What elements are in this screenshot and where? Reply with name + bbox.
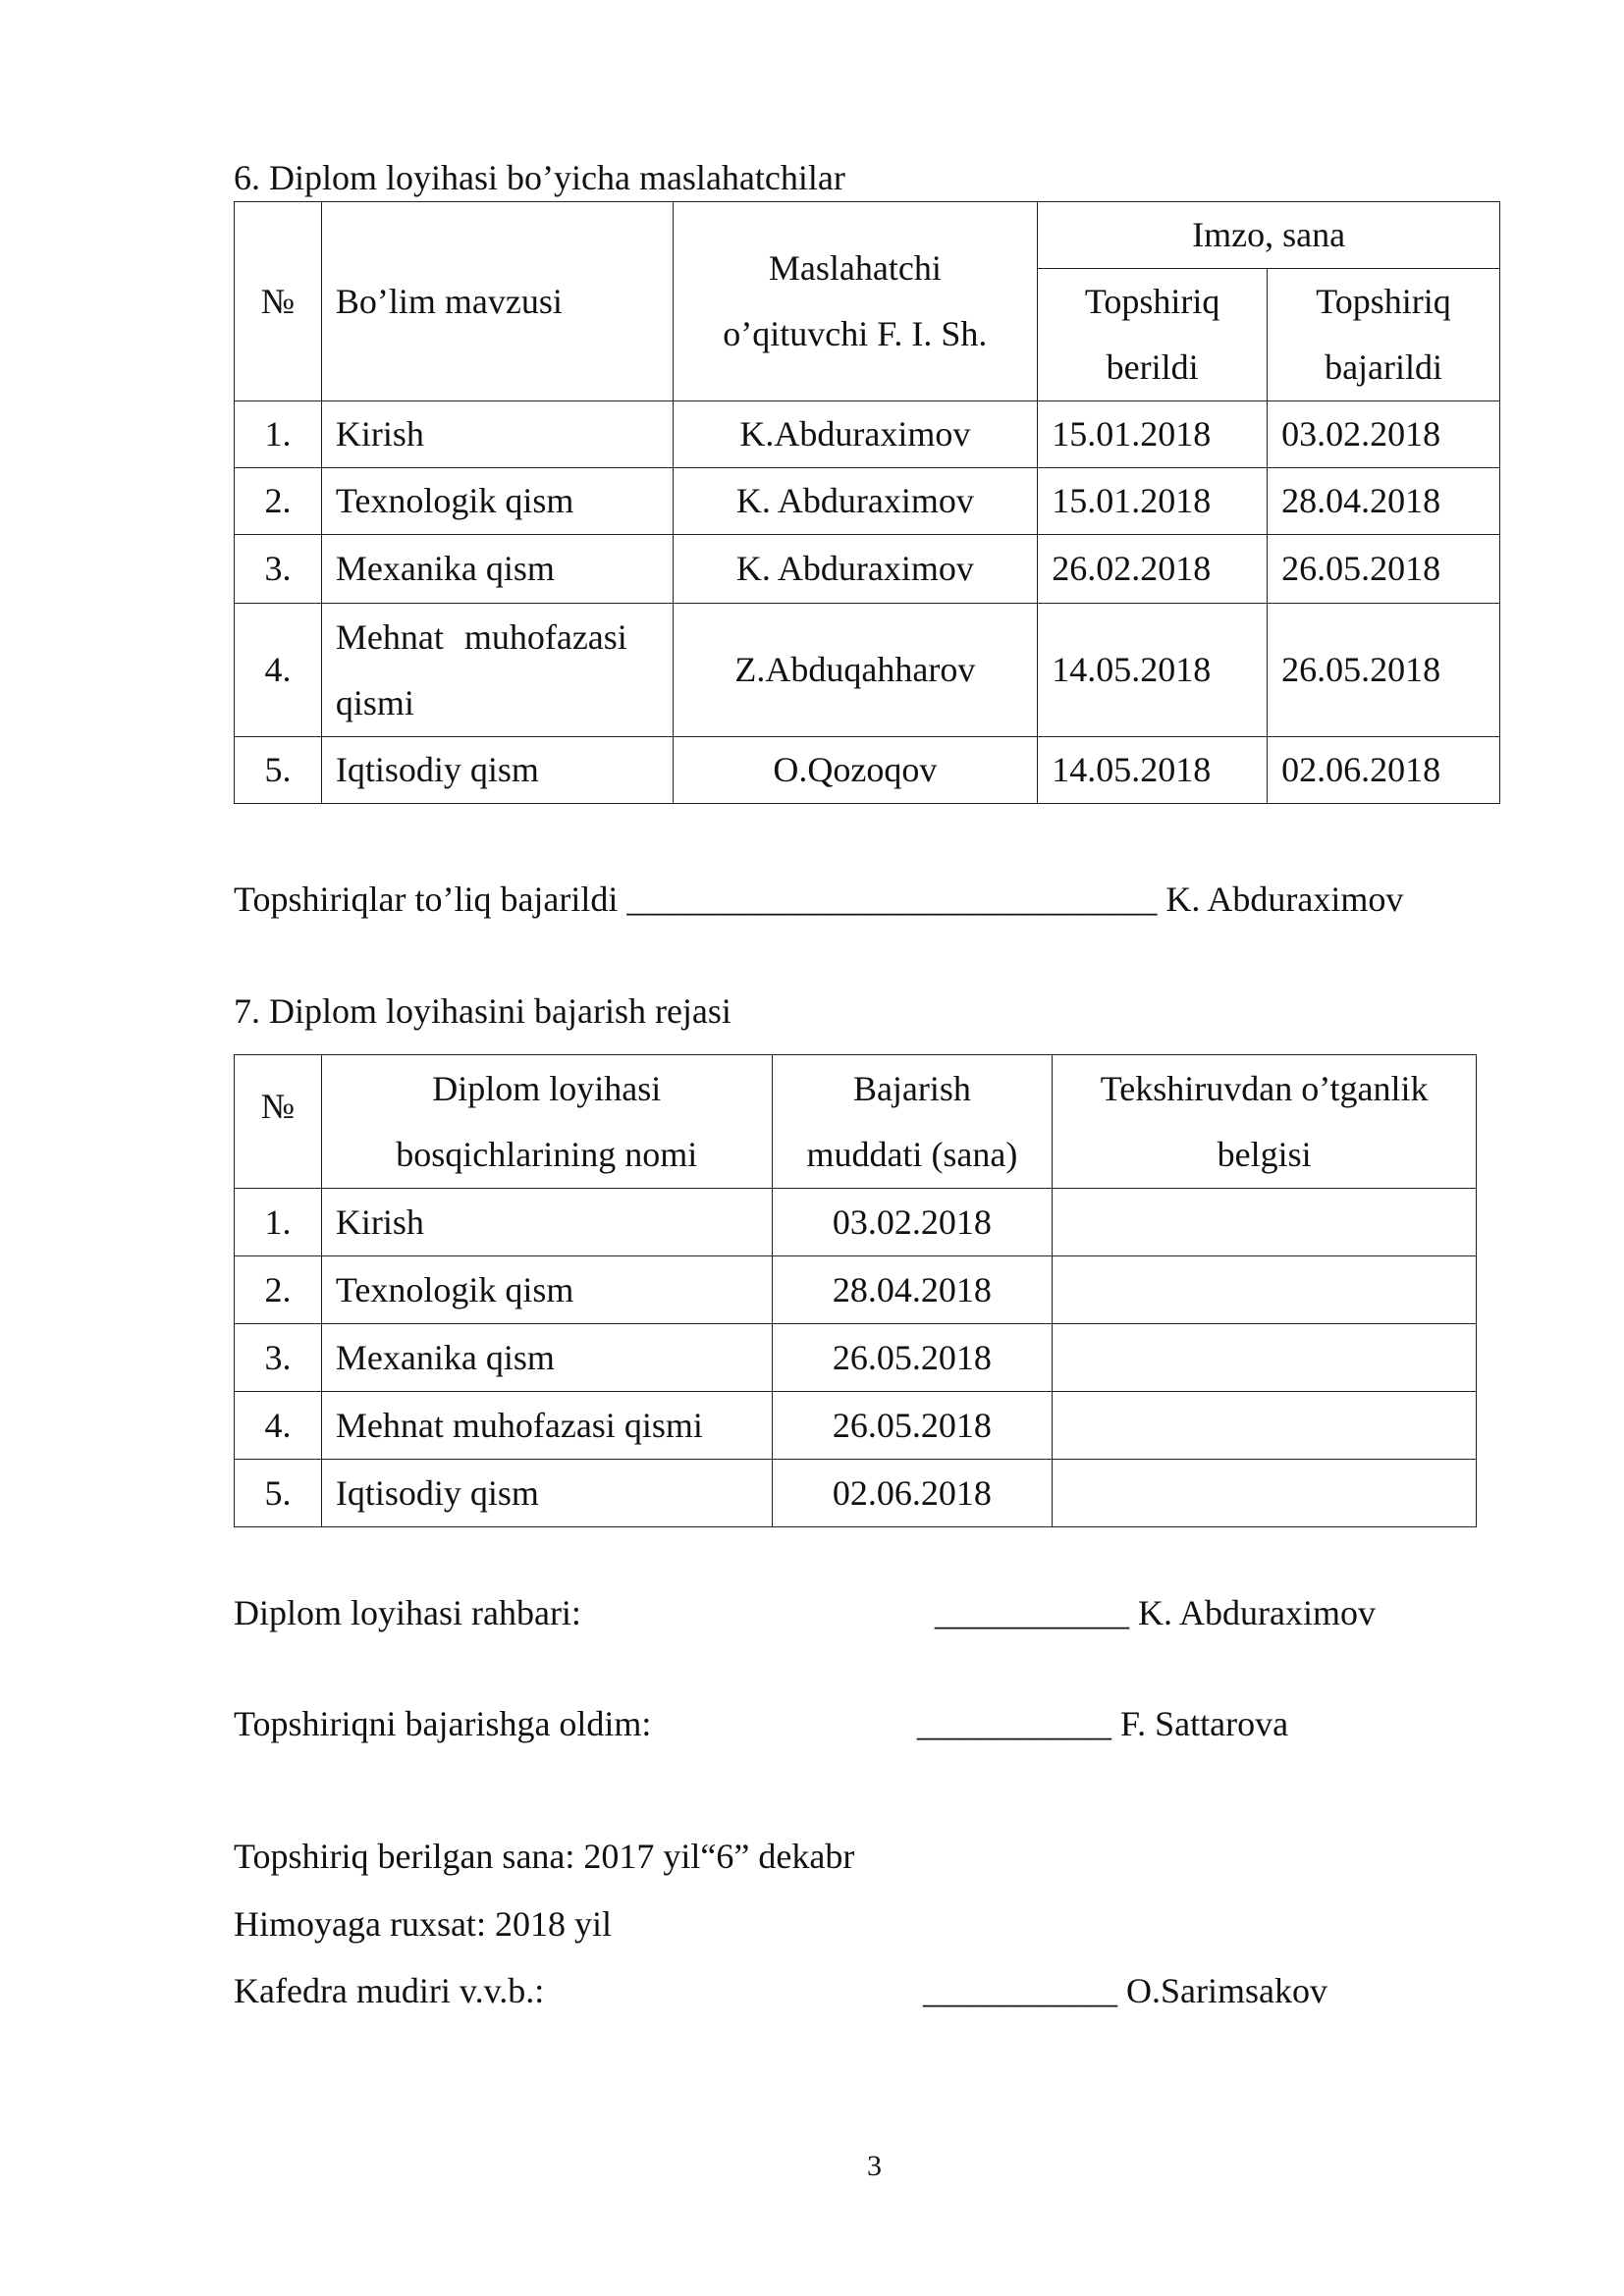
row-consultant: K.Abduraximov xyxy=(673,401,1038,468)
table-header-row xyxy=(235,202,1500,269)
table-row xyxy=(235,1460,1477,1527)
row-done: 02.06.2018 xyxy=(1268,737,1500,804)
table-row xyxy=(235,737,1500,804)
accepted-label: Topshiriqni bajarishga oldim: xyxy=(234,1704,652,1743)
row-deadline: 26.05.2018 xyxy=(772,1392,1053,1460)
row-num: 3. xyxy=(235,535,322,604)
table-row xyxy=(235,1189,1477,1256)
row-deadline: 03.02.2018 xyxy=(772,1189,1053,1256)
row-topic: Mexanika qism xyxy=(321,535,673,604)
header-deadline-line1: Bajarish xyxy=(852,1068,971,1108)
row-consultant: K. Abduraximov xyxy=(673,535,1038,604)
row-num: 4. xyxy=(235,1392,322,1460)
row-num: 1. xyxy=(235,401,322,468)
supervisor-name: K. Abduraximov xyxy=(1138,1593,1376,1632)
row-num: 2. xyxy=(235,1256,322,1324)
row-done: 26.05.2018 xyxy=(1268,604,1500,737)
page-number: 3 xyxy=(867,2150,882,2182)
header-given xyxy=(1038,269,1268,401)
row-num: 4. xyxy=(235,604,322,737)
defense-permission: Himoyaga ruxsat: 2018 yil xyxy=(234,1904,612,1944)
row-check xyxy=(1053,1256,1477,1324)
completion-signature-line: ______________________________ xyxy=(626,880,1158,919)
row-check xyxy=(1053,1392,1477,1460)
table-row xyxy=(235,535,1500,604)
header-check-line2: belgisi xyxy=(1217,1134,1312,1174)
header-consultant-line2: o’qituvchi F. I. Sh. xyxy=(723,314,988,353)
header-signature: Imzo, sana xyxy=(1038,202,1500,269)
header-stage-line1: Diplom loyihasi xyxy=(432,1068,662,1108)
row-given: 15.01.2018 xyxy=(1038,401,1268,468)
row-done: 26.05.2018 xyxy=(1268,535,1500,604)
completion-label: Topshiriqlar to’liq bajarildi xyxy=(234,880,619,919)
row-done: 28.04.2018 xyxy=(1268,468,1500,535)
row-deadline: 28.04.2018 xyxy=(772,1256,1053,1324)
row-stage: Texnologik qism xyxy=(321,1256,772,1324)
row-given: 15.01.2018 xyxy=(1038,468,1268,535)
supervisor-label: Diplom loyihasi rahbari: xyxy=(234,1593,581,1632)
header-done-line2: bajarildi xyxy=(1325,347,1443,387)
table-row xyxy=(235,604,1500,737)
row-stage: Kirish xyxy=(321,1189,772,1256)
row-topic: Iqtisodiy qism xyxy=(321,737,673,804)
row-topic: Kirish xyxy=(321,401,673,468)
department-head-signature-line: ___________ xyxy=(923,1971,1117,2010)
supervisor-signature-line: ___________ xyxy=(935,1593,1129,1632)
row-topic: Texnologik qism xyxy=(321,468,673,535)
row-stage: Iqtisodiy qism xyxy=(321,1460,772,1527)
header-check-line1: Tekshiruvdan o’tganlik xyxy=(1100,1068,1429,1108)
row-deadline: 26.05.2018 xyxy=(772,1324,1053,1392)
row-consultant: O.Qozoqov xyxy=(673,737,1038,804)
table-row xyxy=(235,401,1500,468)
header-given-line1: Topshiriq xyxy=(1084,282,1220,321)
section-7-title: 7. Diplom loyihasini bajarish rejasi xyxy=(234,991,731,1031)
header-check xyxy=(1053,1055,1477,1189)
header-deadline-line2: muddati (sana) xyxy=(806,1134,1018,1174)
row-num: 5. xyxy=(235,737,322,804)
accepted-signature-line: ___________ xyxy=(917,1704,1111,1743)
row-check xyxy=(1053,1189,1477,1256)
table-row xyxy=(235,1256,1477,1324)
row-num: 3. xyxy=(235,1324,322,1392)
row-topic-line2: qismi xyxy=(335,682,414,722)
row-given: 26.02.2018 xyxy=(1038,535,1268,604)
row-topic-line1: Mehnat muhofazasi xyxy=(335,616,627,657)
row-topic xyxy=(321,604,673,737)
header-stage xyxy=(321,1055,772,1189)
row-deadline: 02.06.2018 xyxy=(772,1460,1053,1527)
consultants-table xyxy=(234,201,1500,804)
row-given: 14.05.2018 xyxy=(1038,737,1268,804)
section-6-title: 6. Diplom loyihasi bo’yicha maslahatchilar xyxy=(234,158,845,197)
row-consultant: K. Abduraximov xyxy=(673,468,1038,535)
table-row xyxy=(235,1324,1477,1392)
row-check xyxy=(1053,1460,1477,1527)
row-stage: Mexanika qism xyxy=(321,1324,772,1392)
row-num: 5. xyxy=(235,1460,322,1527)
accepted-name: F. Sattarova xyxy=(1120,1704,1289,1743)
header-num: № xyxy=(235,202,322,401)
given-date: Topshiriq berilgan sana: 2017 yil“6” dekabr xyxy=(234,1837,855,1876)
header-stage-line2: bosqichlarining nomi xyxy=(396,1134,698,1174)
department-head-label: Kafedra mudiri v.v.b.: xyxy=(234,1971,545,2010)
header-done-line1: Topshiriq xyxy=(1316,282,1451,321)
supervisor-signature xyxy=(935,1595,1376,1630)
table-row xyxy=(235,1392,1477,1460)
plan-table xyxy=(234,1054,1477,1527)
header-consultant xyxy=(673,202,1038,401)
accepted-signature xyxy=(917,1706,1288,1741)
row-check xyxy=(1053,1324,1477,1392)
department-head-signature xyxy=(923,1973,1327,2008)
row-given: 14.05.2018 xyxy=(1038,604,1268,737)
header-given-line2: berildi xyxy=(1106,347,1199,387)
header-num: № xyxy=(235,1055,322,1189)
completion-statement xyxy=(234,881,1403,917)
header-consultant-line1: Maslahatchi xyxy=(768,248,942,288)
completion-name: K. Abduraximov xyxy=(1165,880,1404,919)
table-header-row xyxy=(235,1055,1477,1189)
header-deadline xyxy=(772,1055,1053,1189)
header-topic: Bo’lim mavzusi xyxy=(321,202,673,401)
row-consultant: Z.Abduqahharov xyxy=(673,604,1038,737)
department-head-name: O.Sarimsakov xyxy=(1126,1971,1327,2010)
row-num: 2. xyxy=(235,468,322,535)
table-row xyxy=(235,468,1500,535)
row-num: 1. xyxy=(235,1189,322,1256)
row-done: 03.02.2018 xyxy=(1268,401,1500,468)
row-stage: Mehnat muhofazasi qismi xyxy=(321,1392,772,1460)
header-done xyxy=(1268,269,1500,401)
